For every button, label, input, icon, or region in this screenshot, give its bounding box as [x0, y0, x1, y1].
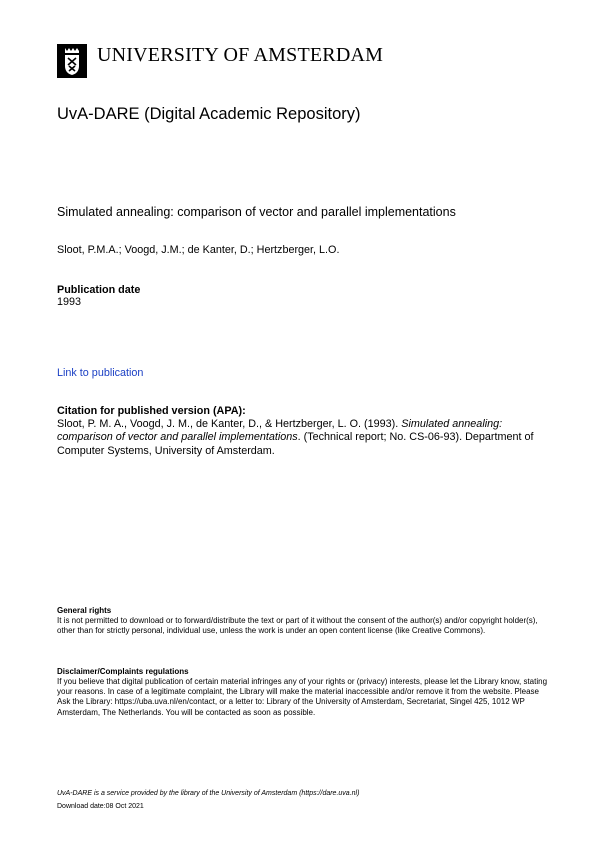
citation-text	[57, 418, 547, 458]
general-rights-label: General rights	[57, 606, 112, 615]
university-logo-icon	[57, 44, 87, 78]
disclaimer-text: If you believe that digital publication of certain material infringes any of your rights or (privacy) interests, please let the Library know, stating your reasons. In case of a legitimate complaint, the Library will make the material inaccessible and/or remove it from the website. Please Ask the Library: https://uba.uva.nl/en/contact, or a letter to: Library of the University of Amsterdam, Secretariat, Singel 425, 1012 WP Amsterdam, The Netherlands. You will be contacted as soon as possible.	[57, 677, 548, 717]
publication-date-label: Publication date	[57, 284, 141, 296]
footer-service-text: UvA-DARE is a service provided by the library of the University of Amsterdam (https://dare.uva.nl)	[57, 790, 360, 797]
disclaimer-label: Disclaimer/Complaints regulations	[57, 667, 189, 676]
university-name: UNIVERSITY OF AMSTERDAM	[97, 44, 384, 66]
general-rights-text: It is not permitted to download or to forward/distribute the text or part of it without the consent of the author(s) and/or copyright holder(s), other than for strictly personal, individual use, unless the work is under an open content license (like Creative Commons).	[57, 616, 538, 636]
document-title: Simulated annealing: comparison of vector and parallel implementations	[57, 205, 456, 219]
citation-part-1: Sloot, P. M. A., Voogd, J. M., de Kanter, D., & Hertzberger, L. O. (1993).	[57, 418, 402, 430]
citation-title-italic: Simulated annealing: comparison of vector and parallel implementations	[57, 418, 503, 444]
repository-title: UvA-DARE (Digital Academic Repository)	[57, 105, 361, 123]
citation-part-2: . (Technical report; No. CS-06-93). Department of Computer Systems, University of Amsterdam.	[57, 431, 534, 457]
link-to-publication[interactable]: Link to publication	[57, 367, 144, 379]
authors: Sloot, P.M.A.; Voogd, J.M.; de Kanter, D.; Hertzberger, L.O.	[57, 244, 340, 256]
citation-label: Citation for published version (APA):	[57, 405, 246, 417]
footer-download-date: Download date:08 Oct 2021	[57, 803, 144, 810]
publication-date: 1993	[57, 296, 82, 308]
